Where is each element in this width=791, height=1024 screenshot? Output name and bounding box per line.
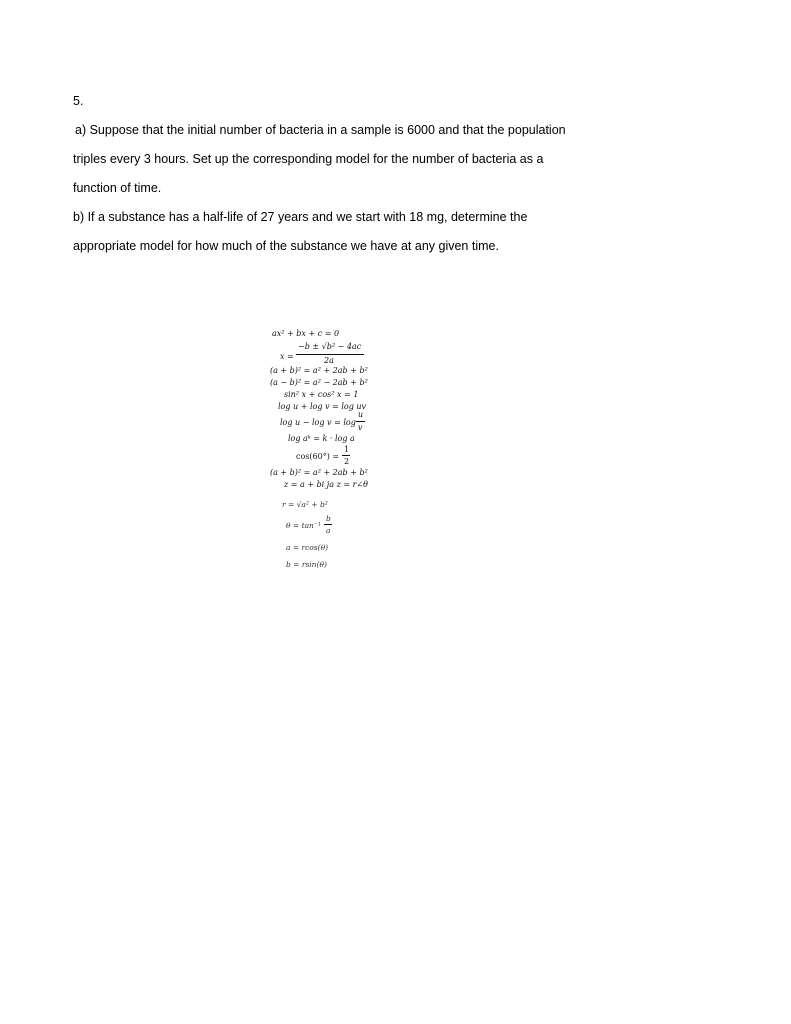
formula-quadratic-x-label: x =: [280, 352, 294, 361]
formula-cos60: cos(60°) =: [296, 452, 340, 461]
formula-log-diff-denominator: v: [358, 423, 363, 432]
formula-quadratic-fraction-bar: [296, 354, 364, 355]
formula-imaginary-part: b = rsin(θ): [286, 560, 327, 569]
formula-square-sum: (a + b)² = a² + 2ab + b²: [270, 366, 368, 375]
formula-square-sum-repeat: (a + b)² = a² + 2ab + b²: [270, 468, 368, 477]
formula-modulus: r = √a² + b²: [282, 500, 328, 509]
formula-log-sum: log u + log v = log uv: [278, 402, 367, 411]
formula-argument-denominator: a: [326, 526, 331, 535]
formula-cos60-fraction-bar: [342, 455, 350, 456]
formula-log-diff-numerator: u: [358, 410, 364, 419]
formula-argument: θ = tan⁻¹: [286, 521, 321, 530]
problem-line-1: a) Suppose that the initial number of bacteria in a sample is 6000 and that the population: [75, 123, 566, 137]
formula-argument-fraction-bar: [324, 524, 332, 525]
formula-real-part: a = rcos(θ): [286, 543, 329, 552]
formula-quadratic-equation: ax² + bx + c = 0: [272, 329, 340, 338]
problem-line-2: triples every 3 hours. Set up the corresponding model for the number of bacteria as a: [73, 152, 544, 166]
formula-square-difference: (a − b)² = a² − 2ab + b²: [270, 378, 368, 387]
formula-quadratic-denominator: 2a: [324, 356, 334, 365]
formula-cos60-numerator: 1: [344, 445, 350, 454]
formula-pythagorean-identity: sin² x + cos² x = 1: [284, 390, 359, 399]
formula-cos60-denominator: 2: [344, 457, 350, 466]
formula-log-difference: log u − log v = log: [280, 418, 356, 427]
question-number: 5.: [73, 94, 84, 108]
formula-quadratic-numerator: −b ± √b² − 4ac: [298, 342, 362, 351]
problem-line-4: b) If a substance has a half-life of 27 years and we start with 18 mg, determine the: [73, 210, 528, 224]
formula-complex-number: z = a + bi ja z = r∠θ: [284, 480, 368, 489]
formula-log-power: log aᵏ = k · log a: [288, 434, 355, 443]
formula-sheet-image: [240, 326, 440, 576]
formula-argument-numerator: b: [326, 514, 331, 523]
problem-line-3: function of time.: [73, 181, 162, 195]
problem-line-5: appropriate model for how much of the substance we have at any given time.: [73, 239, 499, 253]
formula-log-diff-fraction-bar: [356, 421, 365, 422]
